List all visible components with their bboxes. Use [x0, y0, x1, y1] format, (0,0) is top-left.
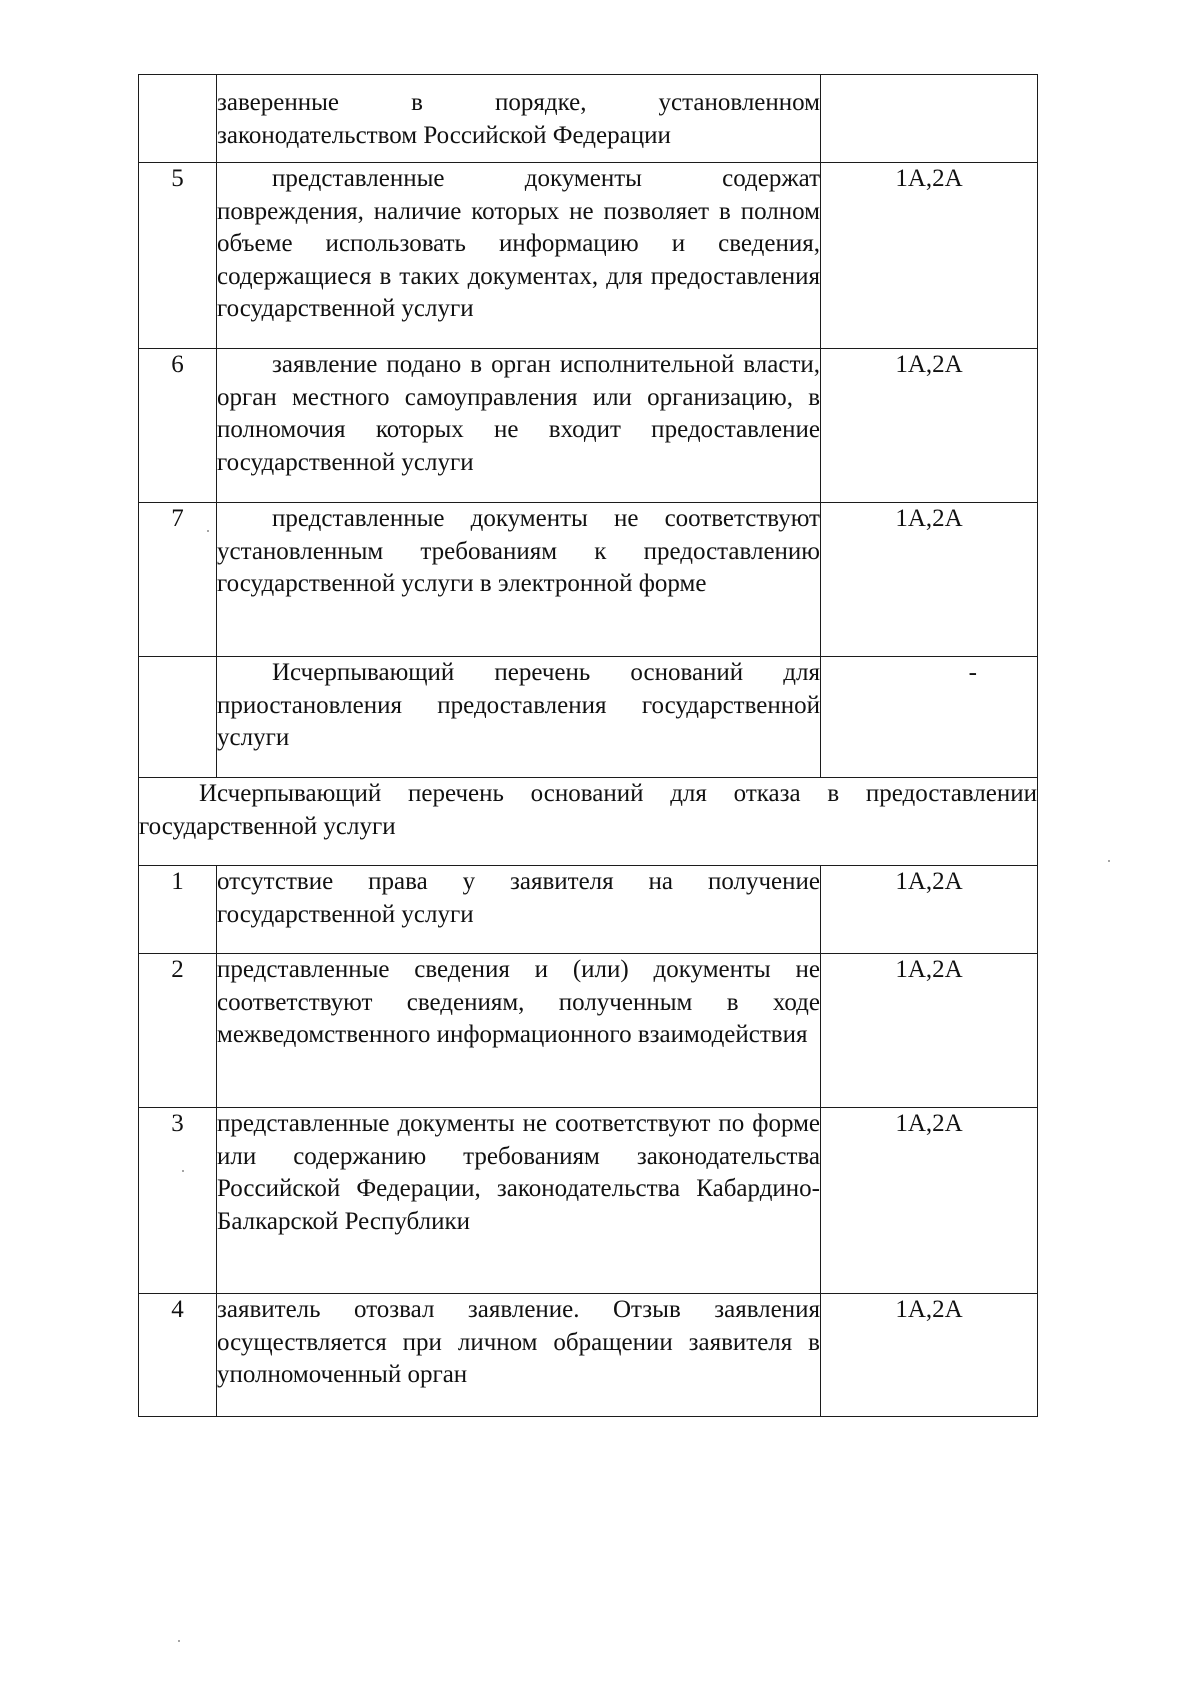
row-number: 5: [139, 163, 217, 349]
row-text-content: Исчерпывающий перечень оснований для приостановления предоставления государственной услуги: [217, 659, 820, 751]
row-number: 6: [139, 349, 217, 503]
row-text-content: заявитель отозвал заявление. Отзыв заявления осуществляется при личном обращении заявителя в уполномоченный орган: [217, 1296, 820, 1388]
row-code: -: [821, 657, 1038, 778]
row-text: [217, 75, 821, 163]
row-text: [217, 163, 821, 349]
table-row: [139, 163, 1038, 349]
row-text-content: представленные документы содержат повреждения, наличие которых не позволяет в полном объеме использовать информацию и сведения, содержащиеся в таких документах, для предоставления государственной услуги: [217, 165, 820, 322]
section-heading-row: [139, 778, 1038, 866]
row-number: 4: [139, 1294, 217, 1417]
scan-speck: [207, 530, 209, 532]
scan-speck: [182, 1170, 184, 1172]
row-number: 2: [139, 954, 217, 1108]
row-number: 7: [139, 503, 217, 657]
row-text-content: заявление подано в орган исполнительной власти, орган местного самоуправления или организацию, в полномочия которых не входит предоставление государственной услуги: [217, 351, 820, 476]
row-text-content: представленные документы не соответствуют установленным требованиям к предоставлению государственной услуги в электронной форме: [217, 505, 820, 597]
row-text: [217, 349, 821, 503]
row-code: 1А,2А: [821, 1108, 1038, 1294]
table-row: [139, 954, 1038, 1108]
table-row: [139, 1108, 1038, 1294]
section-heading: [139, 778, 1038, 866]
table-row: [139, 75, 1038, 163]
table-row: [139, 1294, 1038, 1417]
row-number: 1: [139, 866, 217, 954]
row-code: 1А,2А: [821, 866, 1038, 954]
row-text-content: отсутствие права у заявителя на получение государственной услуги: [217, 868, 820, 928]
row-code: 1А,2А: [821, 1294, 1038, 1417]
row-code: [821, 75, 1038, 163]
row-code: 1А,2А: [821, 954, 1038, 1108]
row-text: [217, 866, 821, 954]
row-number: [139, 657, 217, 778]
table-row: [139, 657, 1038, 778]
section-heading-text: Исчерпывающий перечень оснований для отказа в предоставлении государственной услуги: [139, 780, 1037, 840]
row-text: [217, 503, 821, 657]
row-code: 1А,2А: [821, 349, 1038, 503]
table-row: [139, 866, 1038, 954]
table-row: [139, 503, 1038, 657]
scan-speck: [178, 1640, 180, 1642]
grounds-table: [138, 74, 1038, 1417]
row-code: 1А,2А: [821, 503, 1038, 657]
row-text-content: представленные сведения и (или) документы не соответствуют сведениям, полученным в ходе межведомственного информационного взаимодействия: [217, 956, 820, 1048]
row-text: [217, 954, 821, 1108]
row-text: [217, 1294, 821, 1417]
row-number: 3: [139, 1108, 217, 1294]
scan-speck: [1108, 860, 1110, 862]
row-text-content: представленные документы не соответствуют по форме или содержанию требованиям законодательства Российской Федерации, законодательства Кабардино-Балкарской Республики: [217, 1110, 820, 1235]
row-number: [139, 75, 217, 163]
row-text: [217, 1108, 821, 1294]
row-text-content: заверенные в порядке, установленном законодательством Российской Федерации: [217, 89, 820, 149]
row-code: 1А,2А: [821, 163, 1038, 349]
row-text: [217, 657, 821, 778]
table-row: [139, 349, 1038, 503]
